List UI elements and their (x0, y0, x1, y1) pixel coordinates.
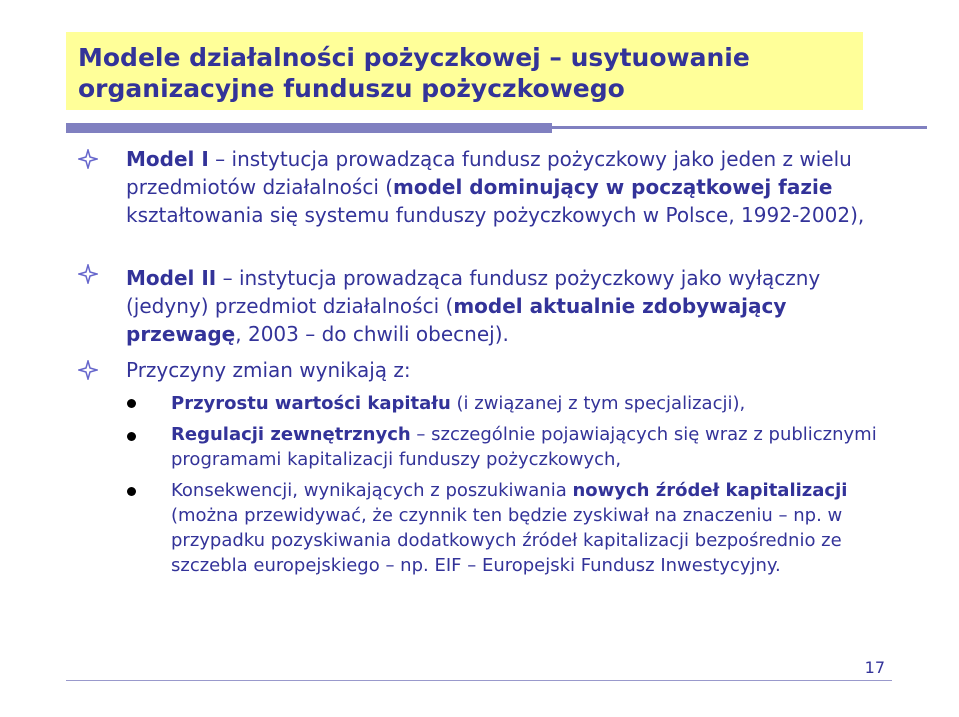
four-point-star-icon (78, 360, 98, 380)
sub-item-3 (171, 478, 901, 578)
list-item-reasons: Przyczyny zmian wynikają z: (126, 358, 411, 382)
footer-divider (66, 680, 892, 681)
sub-item-text-0: Konsekwencji, wynikających z poszukiwania (171, 480, 573, 501)
sub-item-1 (171, 391, 901, 416)
list-item-model-1 (126, 145, 906, 229)
dot-icon (127, 432, 136, 441)
item-text-2: kształtowania się systemu funduszy pożyczkowych w Polsce, 1992-2002), (126, 203, 865, 227)
sub-item-text: (i związanej z tym specjalizacji), (450, 393, 746, 414)
item-label: Model I (126, 147, 209, 171)
page-number: 17 (864, 658, 885, 677)
item-text-2: , 2003 – do chwili obecnej). (235, 322, 509, 346)
dot-icon (127, 399, 136, 408)
dot-icon (127, 487, 136, 496)
title-divider (66, 123, 552, 133)
sub-item-bold: Przyrostu wartości kapitału (171, 393, 451, 414)
sub-item-text: (można przewidywać, że czynnik ten będzie zyskiwał na znaczeniu – np. w przypadku pozyskiwania dodatkowych źródeł kapitalizacji bezpośrednio ze szczebla europejskiego – np. EIF – Europejski Fundusz Inwestycyjny. (171, 505, 843, 576)
list-item-model-2 (126, 264, 906, 348)
slide-title: Modele działalności pożyczkowej – usytuowanie organizacyjne funduszu pożyczkowego (78, 43, 750, 103)
sub-item-bold: Regulacji zewnętrznych (171, 424, 411, 445)
item-bold: model aktualnie zdobywający przewagę (126, 294, 787, 346)
sub-item-bold: nowych źródeł kapitalizacji (572, 480, 848, 501)
item-text: – instytucja prowadząca fundusz pożyczkowy jako jeden z wielu przedmiotów działalności ( (126, 147, 852, 199)
four-point-star-icon (78, 264, 98, 284)
title-divider-thin (552, 126, 927, 129)
sub-item-text: – szczególnie pojawiających się wraz z publicznymi programami kapitalizacji funduszy pożyczkowych, (171, 424, 877, 470)
item-bold: model dominujący w początkowej fazie (393, 175, 833, 199)
item-text: – instytucja prowadząca fundusz pożyczkowy jako wyłączny (jedyny) przedmiot działalności ( (126, 266, 821, 318)
item-label: Model II (126, 266, 217, 290)
sub-item-2 (171, 422, 901, 472)
four-point-star-icon (78, 149, 98, 169)
